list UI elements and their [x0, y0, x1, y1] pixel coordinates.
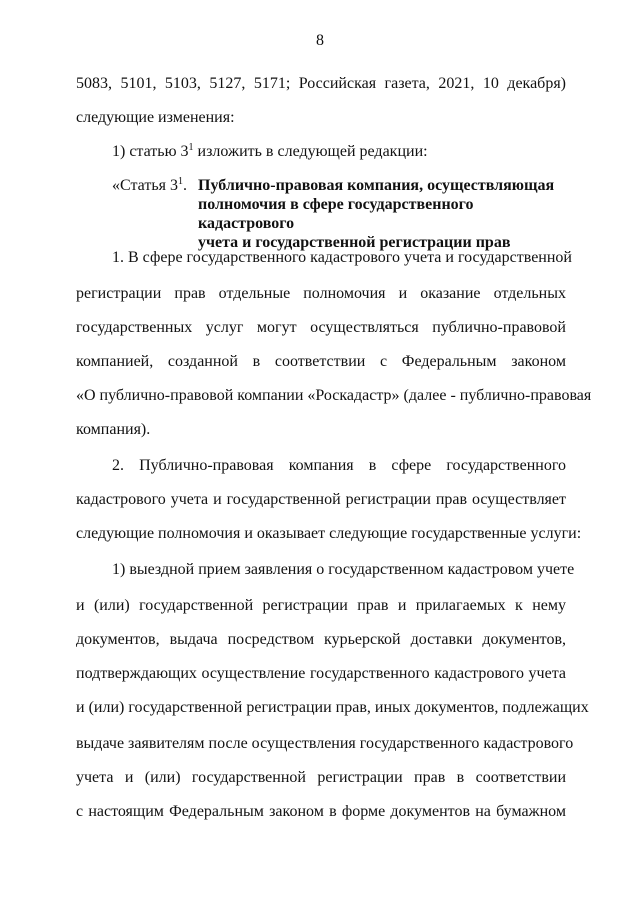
text-line: регистрации прав отдельные полномочия и оказание отдельных — [76, 285, 566, 302]
text-line: компания). — [76, 421, 151, 438]
text-line: и (или) государственной регистрации прав и прилагаемых к нему — [76, 597, 566, 614]
text-line: следующие полномочия и оказывает следующие государственные услуги: — [76, 525, 582, 542]
title-line: Публично-правовая компания, осуществляющая — [198, 177, 555, 194]
text-line: и (или) государственной регистрации прав, иных документов, подлежащих — [76, 699, 589, 716]
text-line: 2. Публично-правовая компания в сфере государственного — [112, 457, 566, 474]
text-line: подтверждающих осуществление государственного кадастрового учета — [76, 665, 566, 682]
text-span: изложить в следующей редакции: — [193, 143, 428, 160]
text-span: . — [182, 177, 187, 194]
text-line: выдаче заявителям после осуществления государственного кадастрового — [76, 735, 574, 752]
text-line — [112, 142, 602, 162]
title-line: полномочия в сфере государственного кадастрового — [198, 196, 474, 232]
text-line: документов, выдача посредством курьерской доставки документов, — [76, 631, 566, 648]
text-line: кадастрового учета и государственной регистрации прав осуществляет — [76, 491, 566, 508]
text-line: следующие изменения: — [76, 109, 235, 126]
text-line: государственных услуг могут осуществляться публично-правовой — [76, 319, 566, 336]
text-line: 1. В сфере государственного кадастрового учета и государственной — [112, 249, 572, 266]
text-line: 1) выездной прием заявления о государственном кадастровом учете — [112, 561, 575, 578]
text-span: «Статья 3 — [112, 177, 178, 194]
text-line: с настоящим Федеральным законом в форме документов на бумажном — [76, 803, 566, 820]
text-span: 1) статью 3 — [112, 143, 189, 160]
superscript: 1 — [177, 176, 183, 187]
page-number: 8 — [316, 32, 324, 49]
article-label — [112, 176, 187, 195]
text-line: 5083, 5101, 5103, 5127, 5171; Российская газета, 2021, 10 декабря) — [76, 75, 566, 92]
title-line: учета и государственной регистрации прав — [198, 234, 511, 251]
text-line: компанией, созданной в соответствии с Федеральным законом — [76, 353, 566, 370]
superscript: 1 — [188, 142, 194, 153]
text-line: учета и (или) государственной регистрации прав в соответствии — [76, 769, 566, 786]
text-line: «О публично-правовой компании «Роскадастр» (далее - публично-правовая — [76, 387, 592, 404]
article-title — [198, 176, 572, 252]
